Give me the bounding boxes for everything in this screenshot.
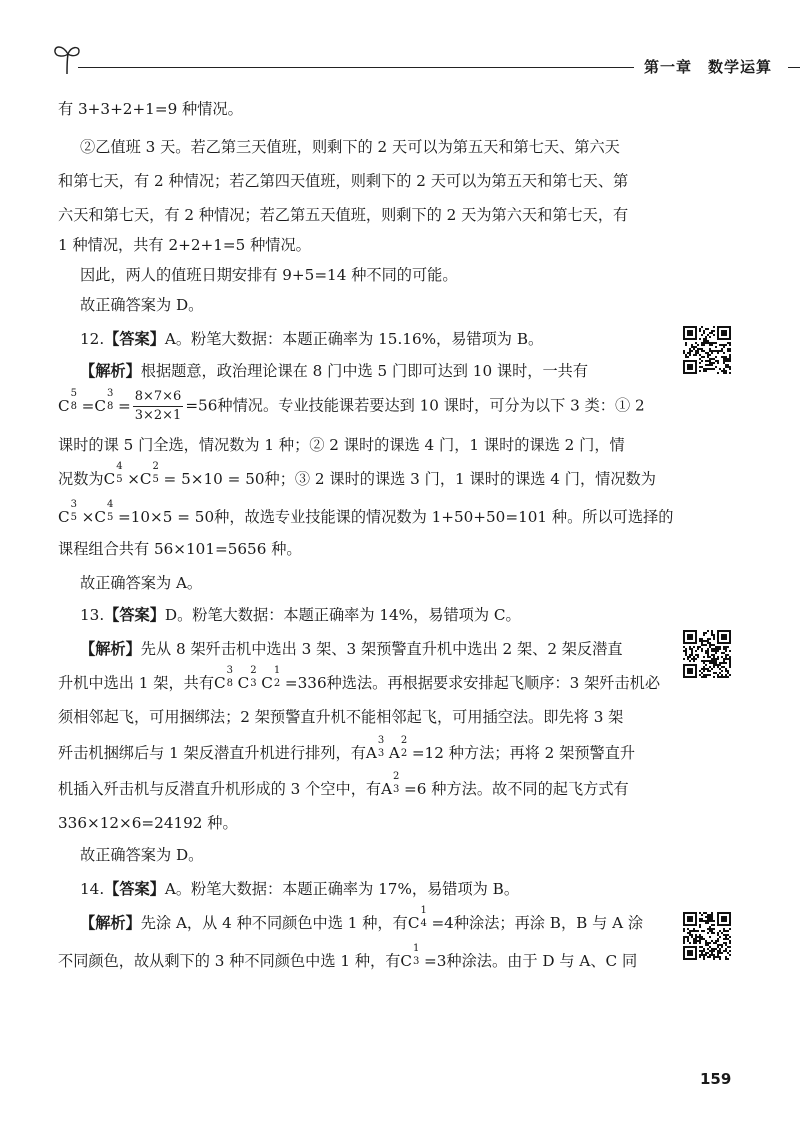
text-line: ②乙值班 3 天。若乙第三天值班，则剩下的 2 天可以为第五天和第七天、第六天 (80, 138, 620, 156)
page-number: 159 (700, 1070, 732, 1088)
text-line: 课时的课 5 门全选，情况数为 1 种；② 2 课时的课选 4 门，1 课时的课选 2 门，情 (58, 436, 625, 454)
chapter-title (644, 56, 772, 77)
analysis-tag: 【解析】 (80, 640, 141, 658)
text-line: 和第七天，有 2 种情况；若乙第四天值班，则剩下的 2 天可以为第五天和第七天、第 (58, 172, 629, 190)
analysis-tag: 【解析】 (80, 914, 141, 932)
page-header (48, 40, 788, 80)
answer-line: 故正确答案为 A。 (80, 574, 203, 592)
header-rule-right (788, 67, 800, 68)
question-13-answer (80, 604, 521, 625)
text-line: 六天和第七天，有 2 种情况；若乙第五天值班，则剩下的 2 天为第六天和第七天，有 (58, 206, 629, 224)
text-line: 1 种情况，共有 2+2+1=5 种情况。 (58, 236, 311, 254)
answer-tag: 【答案】 (104, 880, 165, 898)
question-14-analysis: 【解析】先涂 A，从 4 种不同颜色中选 1 种，有C 1 4 =4种涂法；再涂 B，B 与 A 涂 (80, 905, 644, 932)
chapter-name: 数学运算 (708, 58, 773, 76)
qr-code-icon[interactable] (683, 326, 731, 374)
text-line: 因此，两人的值班日期安排有 9+5=14 种不同的可能。 (80, 266, 458, 284)
answer-line: 故正确答案为 D。 (80, 296, 204, 314)
qr-code-icon[interactable] (683, 630, 731, 678)
analysis-text: 根据题意，政治理论课在 8 门中选 5 门即可达到 10 课时，一共有 (140, 362, 589, 380)
formula-tail: =56种情况。专业技能课若要达到 10 课时，可分为以下 3 类：① 2 (185, 396, 645, 415)
formula-line: C 5 8 =C 3 8 = $\frac{8\times 7\times 6}{3\times 2\times 1}$ =56种情况。专业技能课若要达到 10 课时，可分为以下 3 类：① 2 (58, 387, 645, 423)
answer-tag: 【答案】 (104, 330, 165, 348)
analysis-text: 先从 8 架歼击机中选出 3 架、3 架预警直升机中选出 2 架、2 架反潜直 (140, 640, 623, 658)
formula-line: 机插入歼击机与反潜直升机形成的 3 个空中，有A 2 3 =6 种方法。故不同的起飞方式有 (58, 771, 629, 798)
sprout-icon (52, 42, 82, 76)
answer-tag: 【答案】 (104, 606, 165, 624)
formula-line: C 3 5 ×C 4 5 =10×5 = 50种，故选专业技能课的情况数为 1+50+50=101 种。所以可选择的 (58, 499, 674, 526)
chapter-label: 第一章 (644, 58, 693, 76)
text-line: 336×12×6=24192 种。 (58, 814, 238, 832)
formula-line: 歼击机捆绑后与 1 架反潜直升机进行排列，有A 3 3 A 2 2 =12 种方法；再将 2 架预警直升 (58, 735, 636, 762)
formula-line: 况数为C 4 5 ×C 2 5 = 5×10 = 50种；③ 2 课时的课选 3 门，1 课时的课选 4 门，情况数为 (58, 461, 656, 488)
analysis-tag: 【解析】 (80, 362, 141, 380)
answer-text: A。粉笔大数据：本题正确率为 15.16%，易错项为 B。 (164, 330, 544, 348)
qr-code-icon[interactable] (683, 912, 731, 960)
question-number: 12. (80, 330, 105, 348)
text-line: 须相邻起飞，可用捆绑法；2 架预警直升机不能相邻起飞，可用插空法。即先将 3 架 (58, 708, 624, 726)
answer-text: D。粉笔大数据：本题正确率为 14%，易错项为 C。 (164, 606, 521, 624)
answer-text: A。粉笔大数据：本题正确率为 17%，易错项为 B。 (164, 880, 520, 898)
answer-line: 故正确答案为 D。 (80, 846, 204, 864)
question-12-answer (80, 328, 543, 349)
fraction: $\frac{8\times 7\times 6}{3\times 2\times 1}$ (134, 389, 182, 423)
question-13-analysis (80, 638, 623, 659)
text-line: 课程组合共有 56×101=5656 种。 (58, 540, 302, 558)
formula-line: 不同颜色，故从剩下的 3 种不同颜色中选 1 种，有C 1 3 =3种涂法。由于 D 与 A、C 同 (58, 943, 638, 970)
question-14-answer (80, 878, 519, 899)
question-number: 13. (80, 606, 105, 624)
formula-line: 升机中选出 1 架，共有C 3 8 C 2 3 C 1 2 =336种选法。再根据要求安排起飞顺序：3 架歼击机必 (58, 665, 661, 692)
header-rule (78, 67, 634, 68)
text-line: 有 3+3+2+1=9 种情况。 (58, 100, 243, 118)
question-number: 14. (80, 880, 105, 898)
question-12-analysis (80, 360, 588, 381)
